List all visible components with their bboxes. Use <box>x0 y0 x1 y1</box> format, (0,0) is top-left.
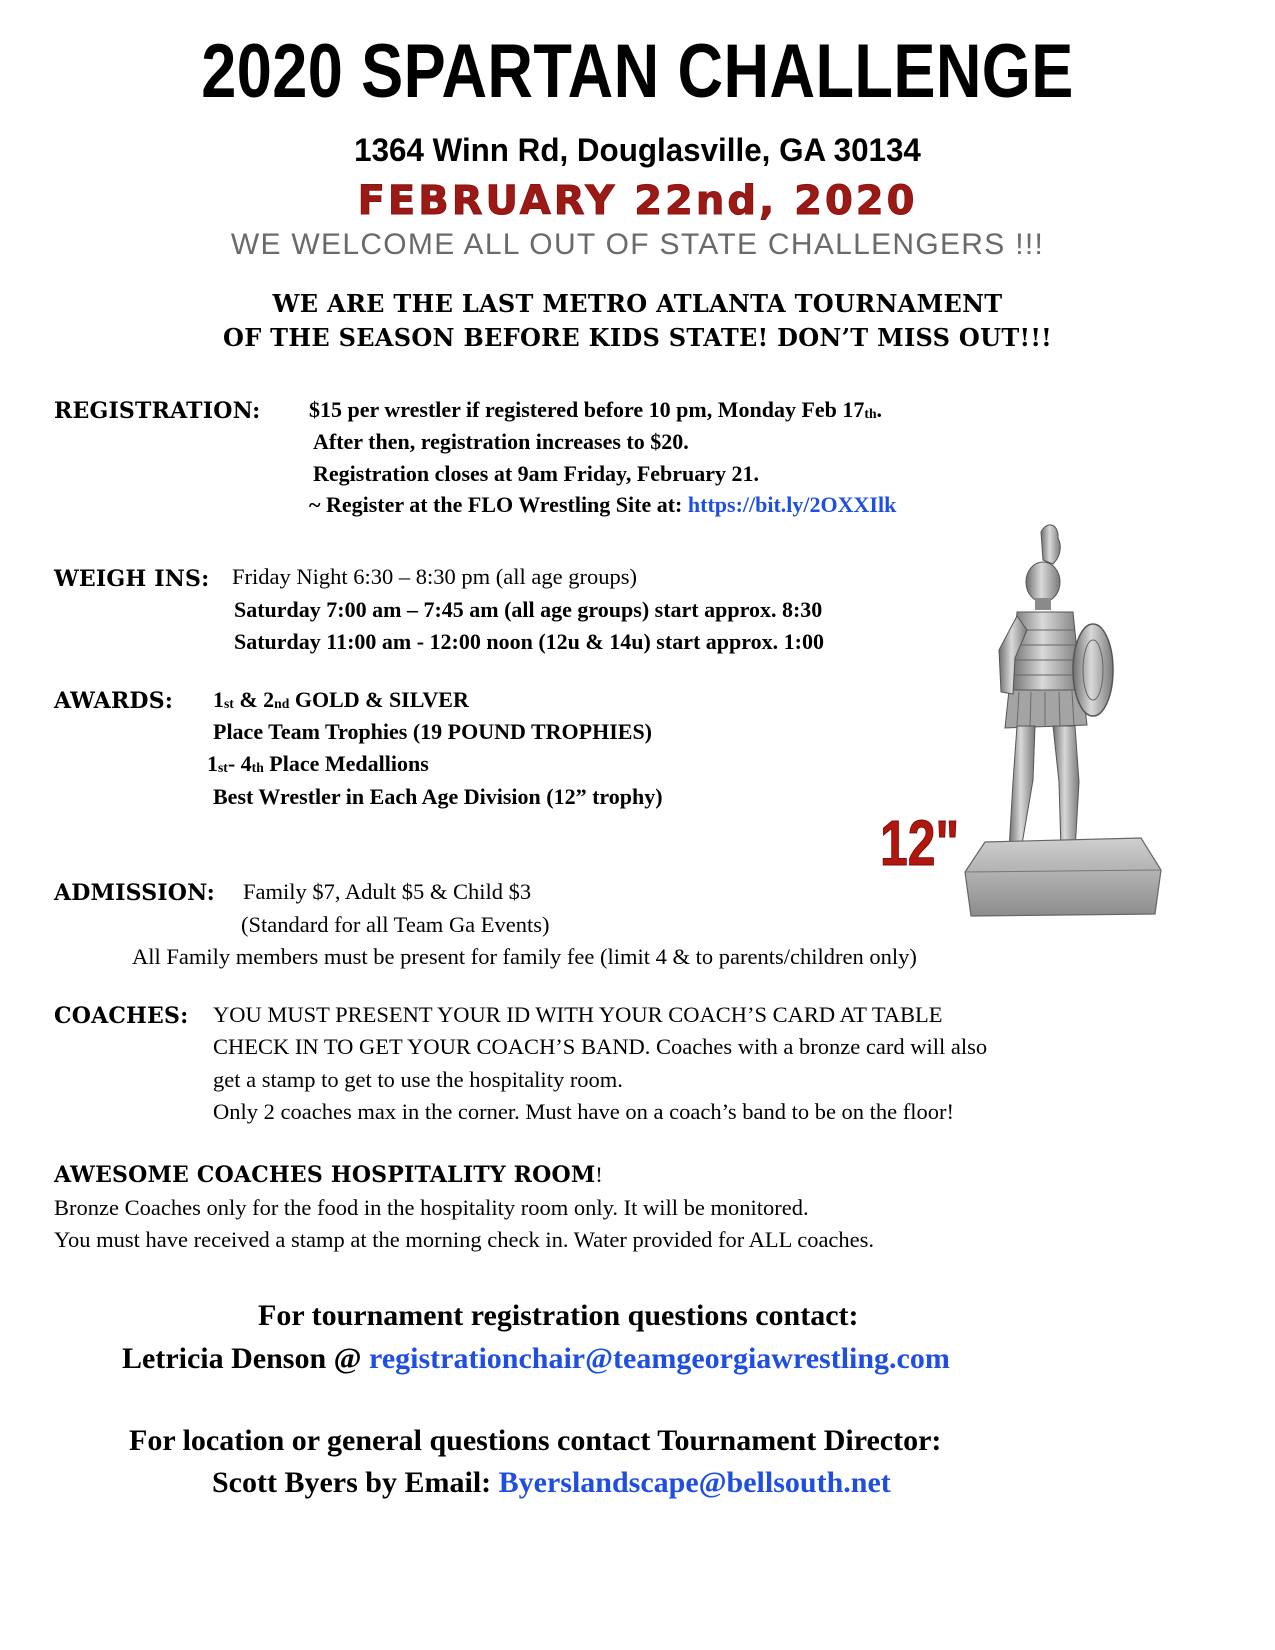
awards-line-3: $1_{st}-$ $4_{th}$ Place Medallions <box>207 751 429 776</box>
coaches-line: get a stamp to get to use the hospitality room. <box>213 1067 623 1092</box>
director-email-link[interactable]: Byerslandscape@bellsouth.net <box>498 1466 891 1499</box>
weigh-in-line: Saturday 7:00 am – 7:45 am (all age groups) start approx. 8:30 <box>234 597 823 622</box>
registration-line-4: ~ Register at the FLO Wrestling Site at: https://bit.ly/2OXXIlk <box>309 492 897 517</box>
weigh-ins-label: WEIGH INS: <box>54 566 210 592</box>
pitch-line-1: WE ARE THE LAST METRO ATLANTA TOURNAMENT <box>272 289 1003 318</box>
hospitality-line-2: You must have received a stamp at the morning check in. Water provided for ALL coaches. <box>54 1227 875 1252</box>
welcome-banner: WE WELCOME ALL OUT OF STATE CHALLENGERS !!! <box>230 228 1045 261</box>
spartan-trophy-image <box>955 520 1170 920</box>
registration-email-link[interactable]: registrationchair@teamgeorgiawrestling.com <box>369 1342 950 1375</box>
coaches-line: CHECK IN TO GET YOUR COACH’S BAND. Coaches with a bronze card will also <box>213 1034 988 1059</box>
registration-contact-heading: For tournament registration questions contact: <box>258 1299 859 1332</box>
hospitality-line-1: Bronze Coaches only for the food in the hospitality room only. It will be monitored. <box>54 1195 809 1220</box>
director-contact-heading: For location or general questions contact Tournament Director: <box>129 1424 942 1457</box>
registration-line-2: After then, registration increases to $20. <box>313 429 689 454</box>
director-contact-line: Scott Byers by Email: Byerslandscape@bellsouth.net <box>212 1466 891 1499</box>
awards-label: AWARDS: <box>54 688 174 714</box>
registration-contact-line: Letricia Denson @ registrationchair@teamgeorgiawrestling.com <box>122 1342 950 1375</box>
coaches-line: Only 2 coaches max in the corner. Must have on a coach’s band to be on the floor! <box>213 1099 955 1124</box>
registration-label: REGISTRATION: <box>54 398 261 424</box>
registration-line-3: Registration closes at 9am Friday, February 21. <box>313 461 760 486</box>
coaches-line: YOU MUST PRESENT YOUR ID WITH YOUR COACH’S CARD AT TABLE <box>213 1002 943 1027</box>
admission-line-1: Family $7, Adult $5 & Child $3 <box>243 879 532 904</box>
admission-line-2: (Standard for all Team Ga Events) <box>241 912 550 937</box>
registration-line-1: $15 per wrestler if registered before 10 pm, Monday Feb $17_{th}$. <box>309 397 883 422</box>
venue-address: 1364 Winn Rd, Douglasville, GA 30134 <box>354 132 921 168</box>
coaches-label: COACHES: <box>54 1003 189 1029</box>
weigh-in-line: Saturday 11:00 am - 12:00 noon (12u & 14u) start approx. 1:00 <box>234 629 824 654</box>
admission-line-3: All Family members must be present for family fee (limit 4 & to parents/children only) <box>132 944 917 969</box>
awards-line-1: $1_{st}$ & $2_{nd}$ GOLD & SILVER <box>213 687 469 712</box>
page-title: 2020 SPARTAN CHALLENGE <box>201 29 1074 114</box>
admission-label: ADMISSION: <box>54 880 215 906</box>
pitch-line-2: OF THE SEASON BEFORE KIDS STATE! DON’T MISS OUT!!! <box>222 323 1052 352</box>
event-date: FEBRUARY 22nd, 2020 <box>357 178 918 224</box>
awards-line-2: Place Team Trophies (19 POUND TROPHIES) <box>213 719 653 744</box>
awards-line-4: Best Wrestler in Each Age Division (12” trophy) <box>213 784 663 809</box>
registration-link[interactable]: https://bit.ly/2OXXIlk <box>687 492 897 517</box>
weigh-in-line: Friday Night 6:30 – 8:30 pm (all age groups) <box>232 564 637 589</box>
trophy-size-label: 12" <box>880 807 960 879</box>
hospitality-heading: AWESOME COACHES HOSPITALITY ROOM! <box>54 1162 603 1188</box>
